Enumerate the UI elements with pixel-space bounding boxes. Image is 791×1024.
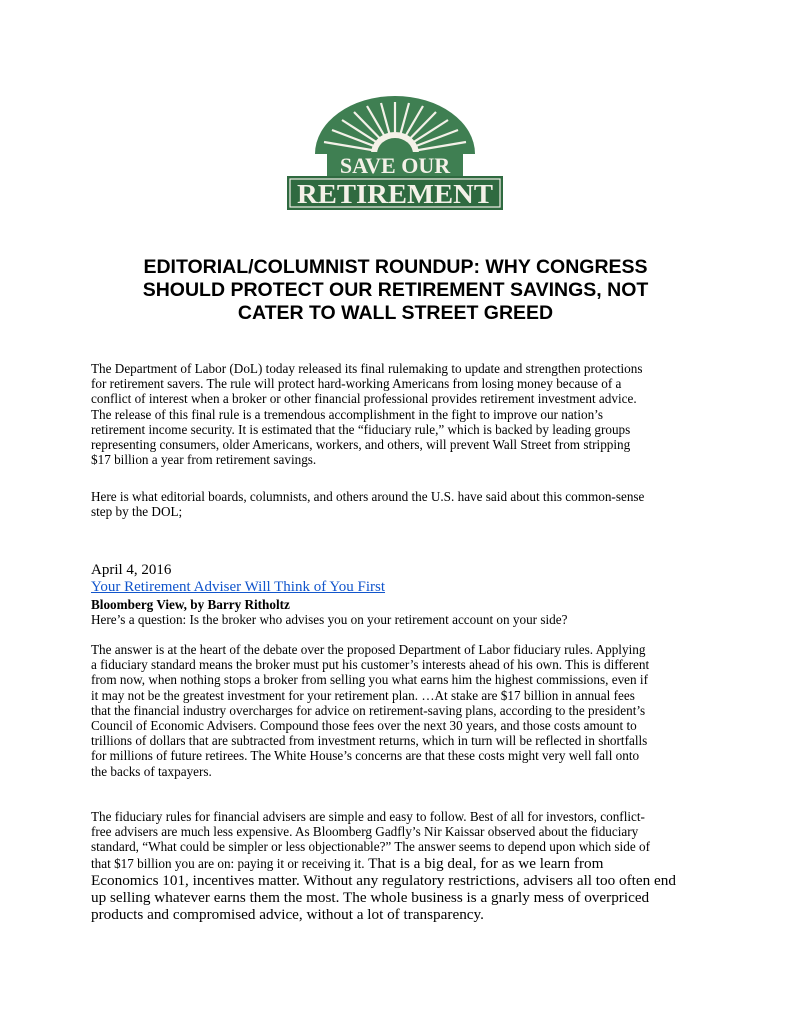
text-line: representing consumers, older Americans, workers, and others, will prevent Wall Street from stripping: [91, 437, 631, 453]
text-line: retirement income security. It is estimated that the “fiduciary rule,” which is backed by leading groups: [91, 421, 631, 437]
text-line: The Department of Labor (DoL) today released its final rulemaking to update and strengthen protections: [91, 361, 643, 376]
article-lede: Here’s a question: Is the broker who advises you on your retirement account on your side?: [91, 612, 568, 627]
text-line: it may not be the greatest investment for your retirement plan. …At stake are $17 billion in annual fees: [91, 687, 635, 703]
text-line: a fiduciary standard means the broker must put his customer’s interests ahead of his own. This is different: [91, 657, 650, 673]
text-line: products and compromised advice, without a lot of transparency.: [91, 905, 484, 923]
article-date: April 4, 2016: [91, 562, 172, 578]
text-line: standard, “What could be simpler or less objectionable?” The answer seems to depend upon which side of: [91, 839, 650, 855]
text-line: [91, 855, 731, 872]
logo-graphic: [287, 92, 503, 212]
text-line: The release of this final rule is a tremendous accomplishment in the fight to improve our nation’s: [91, 406, 603, 422]
text-segment: that $17 billion you are on: paying it or receiving it.: [91, 855, 365, 871]
text-segment: That is a big deal, for as we learn from: [364, 854, 604, 872]
text-line: the backs of taxpayers.: [91, 763, 212, 779]
text-line: for millions of future retirees. The White House’s concerns are that these costs might very well fall onto: [91, 748, 640, 764]
article-paragraph-1: [91, 642, 731, 779]
lead-in-paragraph: [91, 489, 731, 519]
intro-paragraph: [91, 361, 731, 467]
article-byline: Bloomberg View, by Barry Ritholtz: [91, 597, 290, 612]
text-line: $17 billion a year from retirement savings.: [91, 452, 317, 468]
text-line: for retirement savers. The rule will protect hard-working Americans from losing money because of a: [91, 376, 622, 392]
text-line: free advisers are much less expensive. As Bloomberg Gadfly’s Nir Kaissar observed about the fiduciary: [91, 824, 639, 840]
page-title: [110, 256, 681, 325]
text-line: trillions of dollars that are subtracted from investment returns, which in turn will be reflected in shortfalls: [91, 733, 648, 749]
text-line: Economics 101, incentives matter. Without any regulatory restrictions, advisers all too often end: [91, 871, 676, 889]
title-line: EDITORIAL/COLUMNIST ROUNDUP: WHY CONGRESS: [143, 256, 648, 278]
text-line: conflict of interest when a broker or other financial professional provides retirement investment advice.: [91, 391, 637, 407]
text-line: Here is what editorial boards, columnists, and others around the U.S. have said about this common-sense: [91, 489, 645, 504]
text-line: up selling whatever earns them the most. The whole business is a gnarly mess of overpriced: [91, 888, 650, 906]
text-line: step by the DOL;: [91, 504, 183, 520]
article-paragraph-2: [91, 809, 731, 923]
text-line: from now, when nothing stops a broker from selling you what earns him the highest commissions, even if: [91, 672, 648, 688]
logo-text-retirement: RETIREMENT: [297, 179, 493, 209]
save-our-retirement-logo: [287, 92, 503, 212]
text-line: The fiduciary rules for financial advisers are simple and easy to follow. Best of all for investors, conflict-: [91, 809, 645, 824]
text-line: The answer is at the heart of the debate over the proposed Department of Labor fiduciary rules. Applying: [91, 642, 646, 657]
title-line: CATER TO WALL STREET GREED: [237, 302, 554, 324]
title-line: SHOULD PROTECT OUR RETIREMENT SAVINGS, NOT: [142, 279, 649, 301]
logo-text-save-our: SAVE OUR: [339, 153, 451, 178]
text-line: that the financial industry overcharges for advice on retirement-saving plans, according to the president’s: [91, 702, 646, 718]
article-headline-link[interactable]: Your Retirement Adviser Will Think of You First: [91, 579, 386, 595]
text-line: Council of Economic Advisers. Compound those fees over the next 30 years, and those costs amount to: [91, 718, 637, 734]
